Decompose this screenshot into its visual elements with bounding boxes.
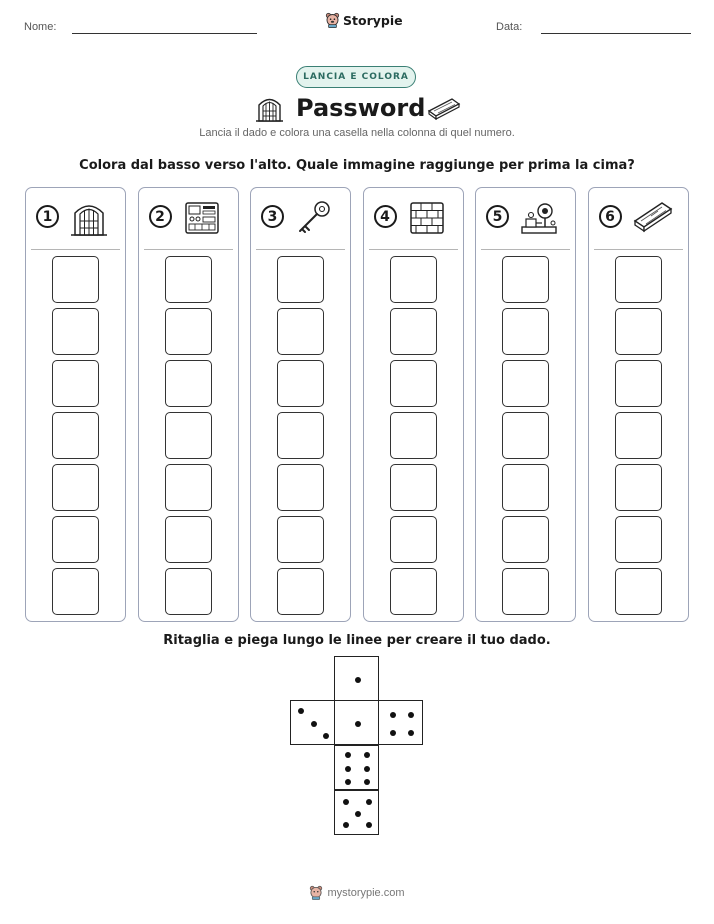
- column-header: [364, 188, 463, 248]
- color-box[interactable]: [502, 568, 549, 615]
- color-box[interactable]: [165, 308, 212, 355]
- die-pip: [355, 677, 361, 683]
- color-box[interactable]: [165, 256, 212, 303]
- color-box[interactable]: [502, 256, 549, 303]
- brick-wall-icon: [408, 199, 446, 237]
- die-pip: [355, 811, 361, 817]
- brand-name: Storypie: [343, 12, 403, 28]
- color-box[interactable]: [277, 412, 324, 459]
- column-header: [26, 188, 125, 248]
- name-field-line[interactable]: [72, 33, 257, 34]
- color-box[interactable]: [615, 256, 662, 303]
- color-box[interactable]: [502, 360, 549, 407]
- die-pip: [323, 733, 329, 739]
- color-box[interactable]: [390, 516, 437, 563]
- color-box[interactable]: [390, 360, 437, 407]
- column-1: [25, 187, 126, 622]
- storypie-mascot-icon: [325, 12, 340, 28]
- column-2: [138, 187, 239, 622]
- color-box[interactable]: [165, 568, 212, 615]
- column-4: [363, 187, 464, 622]
- die-pip: [366, 822, 372, 828]
- color-box[interactable]: [52, 360, 99, 407]
- color-box[interactable]: [502, 308, 549, 355]
- die-face-1[interactable]: [334, 656, 379, 701]
- activity-badge: LANCIA E COLORA: [296, 66, 416, 88]
- column-divider: [256, 249, 345, 250]
- storypie-mascot-icon: [309, 885, 323, 900]
- color-box[interactable]: [390, 308, 437, 355]
- column-number: 3: [261, 205, 284, 228]
- die-pip: [343, 799, 349, 805]
- die-pip: [343, 822, 349, 828]
- die-face-3[interactable]: [290, 700, 335, 745]
- die-pip: [366, 799, 372, 805]
- column-divider: [594, 249, 683, 250]
- die-pip: [345, 752, 351, 758]
- wooden-plank-icon: [427, 96, 461, 120]
- machine-icon: [520, 199, 558, 237]
- column-divider: [481, 249, 570, 250]
- color-box[interactable]: [277, 516, 324, 563]
- color-box[interactable]: [390, 464, 437, 511]
- color-box[interactable]: [165, 464, 212, 511]
- color-box[interactable]: [390, 568, 437, 615]
- column-number: 4: [374, 205, 397, 228]
- color-box[interactable]: [615, 412, 662, 459]
- date-field-line[interactable]: [541, 33, 691, 34]
- color-box[interactable]: [165, 516, 212, 563]
- cut-instruction: Ritaglia e piega lungo le linee per creare il tuo dado.: [163, 633, 551, 648]
- color-box[interactable]: [52, 464, 99, 511]
- color-box[interactable]: [277, 256, 324, 303]
- page-subtitle: Lancia il dado e colora una casella nella colonna di quel numero.: [199, 127, 515, 139]
- die-pip: [390, 712, 396, 718]
- die-pip: [345, 766, 351, 772]
- color-box[interactable]: [52, 412, 99, 459]
- column-5: [475, 187, 576, 622]
- color-box[interactable]: [390, 412, 437, 459]
- color-box[interactable]: [277, 360, 324, 407]
- die-face-4[interactable]: [378, 700, 423, 745]
- color-box[interactable]: [52, 256, 99, 303]
- column-divider: [369, 249, 458, 250]
- color-box[interactable]: [52, 516, 99, 563]
- control-panel-icon: [183, 199, 221, 237]
- door-icon: [255, 94, 284, 122]
- name-label: Nome:: [24, 21, 57, 33]
- color-box[interactable]: [165, 360, 212, 407]
- die-face-6[interactable]: [334, 745, 379, 790]
- die-pip: [364, 752, 370, 758]
- wooden-plank-icon: [633, 199, 671, 237]
- die-pip: [355, 721, 361, 727]
- instruction-text: Colora dal basso verso l'alto. Quale immagine raggiunge per prima la cima?: [79, 158, 635, 173]
- color-box[interactable]: [502, 516, 549, 563]
- die-pip: [364, 779, 370, 785]
- column-number: 5: [486, 205, 509, 228]
- door-icon: [70, 199, 108, 237]
- die-pip: [298, 708, 304, 714]
- column-header: [476, 188, 575, 248]
- color-box[interactable]: [502, 464, 549, 511]
- color-box[interactable]: [390, 256, 437, 303]
- footer: [0, 885, 714, 900]
- footer-url[interactable]: mystorypie.com: [327, 886, 405, 899]
- color-box[interactable]: [615, 516, 662, 563]
- column-divider: [31, 249, 120, 250]
- color-box[interactable]: [165, 412, 212, 459]
- column-6: [588, 187, 689, 622]
- die-pip: [345, 779, 351, 785]
- column-divider: [144, 249, 233, 250]
- color-box[interactable]: [502, 412, 549, 459]
- die-face-1[interactable]: [334, 700, 379, 745]
- color-box[interactable]: [615, 568, 662, 615]
- color-box[interactable]: [52, 568, 99, 615]
- column-3: [250, 187, 351, 622]
- die-face-5[interactable]: [334, 790, 379, 835]
- color-box[interactable]: [277, 464, 324, 511]
- die-pip: [311, 721, 317, 727]
- color-box[interactable]: [52, 308, 99, 355]
- die-pip: [390, 730, 396, 736]
- date-label: Data:: [496, 21, 523, 33]
- key-icon: [295, 199, 333, 237]
- brand-logo: [325, 12, 403, 28]
- column-number: 6: [599, 205, 622, 228]
- die-pip: [408, 712, 414, 718]
- color-box[interactable]: [615, 464, 662, 511]
- column-header: [589, 188, 688, 248]
- color-box[interactable]: [277, 308, 324, 355]
- column-header: [139, 188, 238, 248]
- color-box[interactable]: [277, 568, 324, 615]
- page-title: Password: [296, 94, 426, 122]
- die-pip: [408, 730, 414, 736]
- column-number: 1: [36, 205, 59, 228]
- die-pip: [364, 766, 370, 772]
- color-box[interactable]: [615, 360, 662, 407]
- column-header: [251, 188, 350, 248]
- color-box[interactable]: [615, 308, 662, 355]
- column-number: 2: [149, 205, 172, 228]
